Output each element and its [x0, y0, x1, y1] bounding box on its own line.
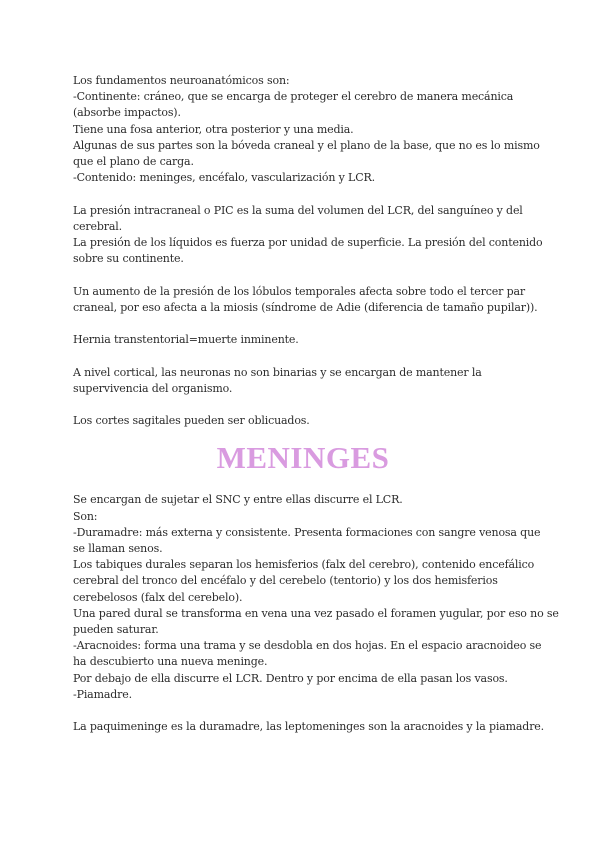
text-line: Un aumento de la presión de los lóbulos temporales afecta sobre todo el tercer par	[73, 284, 525, 298]
cortical-paragraph	[73, 365, 533, 397]
paragraph-gap	[73, 397, 533, 413]
meninges-heading: MENINGES	[216, 440, 390, 476]
text-line: Los cortes sagitales pueden ser oblicuados.	[73, 414, 310, 428]
text-line: Son:	[73, 509, 98, 523]
text-line: La paquimeninge es la duramadre, las leptomeninges son la aracnoides y la piamadre.	[73, 720, 545, 734]
text-line: cerebral.	[73, 219, 122, 233]
text-line: Algunas de sus partes son la bóveda craneal y el plano de la base, que no es lo mismo	[73, 138, 540, 152]
meninges-paragraph	[73, 492, 559, 703]
text-line: Hernia transtentorial=muerte inminente.	[73, 333, 299, 347]
text-line: Una pared dural se transforma en vena una vez pasado el foramen yugular, por eso no se	[73, 606, 559, 620]
paragraph-gap	[73, 186, 533, 202]
text-line: supervivencia del organismo.	[73, 381, 233, 395]
paragraph-gap	[73, 316, 533, 332]
text-line: cerebelosos (falx del cerebelo).	[73, 590, 243, 604]
paquimeninge-paragraph	[73, 719, 545, 735]
lobulos-paragraph	[73, 284, 538, 316]
text-line: -Contenido: meninges, encéfalo, vascularización y LCR.	[73, 171, 375, 185]
text-line: ha descubierto una nueva meninge.	[73, 655, 268, 669]
text-line: cerebral del tronco del encéfalo y del cerebelo (tentorio) y los dos hemisferios	[73, 574, 498, 588]
text-line: Se encargan de sujetar el SNC y entre ellas discurre el LCR.	[73, 493, 403, 507]
paragraph-gap	[73, 703, 533, 719]
text-line: sobre su continente.	[73, 252, 184, 266]
text-line: Por debajo de ella discurre el LCR. Dentro y por encima de ella pasan los vasos.	[73, 671, 508, 685]
pic-paragraph	[73, 203, 543, 268]
text-line: A nivel cortical, las neuronas no son binarias y se encargan de mantener la	[73, 365, 482, 379]
text-line: La presión intracraneal o PIC es la suma del volumen del LCR, del sanguíneo y del	[73, 203, 523, 217]
hernia-paragraph	[73, 332, 533, 348]
text-line: Los tabiques durales separan los hemisferios (falx del cerebro), contenido encefálico	[73, 558, 535, 572]
document-page	[73, 73, 559, 735]
text-line: -Piamadre.	[73, 687, 132, 701]
text-line: que el plano de carga.	[73, 155, 194, 169]
text-line: Tiene una fosa anterior, otra posterior y una media.	[73, 122, 354, 136]
paragraph-gap	[73, 348, 533, 364]
text-line: craneal, por eso afecta a la miosis (síndrome de Adie (diferencia de tamaño pupilar)).	[73, 300, 538, 314]
text-line: (absorbe impactos).	[73, 106, 181, 120]
text-line: -Aracnoides: forma una trama y se desdobla en dos hojas. En el espacio aracnoideo se	[73, 639, 542, 653]
cortes-paragraph	[73, 413, 533, 429]
text-line: pueden saturar.	[73, 623, 159, 637]
text-line: se llaman senos.	[73, 542, 163, 555]
text-line: Los fundamentos neuroanatómicos son:	[73, 74, 290, 87]
intro-paragraph	[73, 73, 540, 186]
paragraph-gap	[73, 267, 533, 283]
text-line: -Duramadre: más externa y consistente. Presenta formaciones con sangre venosa que	[73, 525, 541, 539]
text-line: -Continente: cráneo, que se encarga de proteger el cerebro de manera mecánica	[73, 90, 514, 104]
text-line: La presión de los líquidos es fuerza por unidad de superficie. La presión del contenido	[73, 236, 543, 250]
